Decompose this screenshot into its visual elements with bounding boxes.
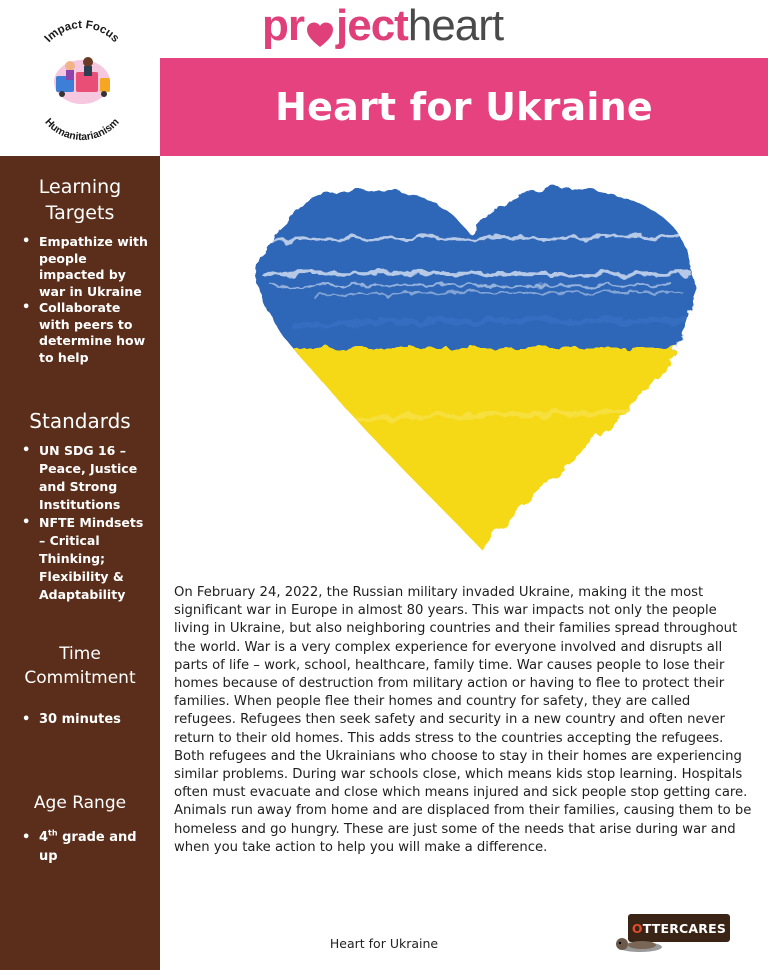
brand-text-pr: pr [262, 1, 304, 50]
time-commitment-list [0, 712, 160, 729]
grade-number: 4 [39, 830, 49, 845]
list-item: • Empathize with people impacted by war in Ukraine [0, 234, 160, 300]
ottercares-rest: TTERCARES [642, 920, 727, 936]
sidebar [0, 156, 160, 970]
footer-title: Heart for Ukraine [329, 936, 439, 951]
list-item [0, 828, 160, 866]
learning-targets-list [0, 234, 160, 366]
badge-bottom-text: Humanitarianism [42, 116, 122, 142]
ottercares-logo [612, 914, 736, 954]
standards-list [0, 442, 160, 604]
brand-text-ject: ject [336, 1, 408, 50]
list-item: • NFTE Mindsets – Critical Thinking; Flexibility & Adaptability [0, 514, 160, 604]
impact-focus-badge [26, 20, 138, 142]
body-paragraph: On February 24, 2022, the Russian military invaded Ukraine, making it the most significant war in Europe in almost 80 years. This war impacts not only the people living in Ukraine, but also neighboring countries and their families spread throughout the world. War is a very complex experience for everyone involved and disrupts all parts of life – work, school, healthcare, family time. War causes people to lose their homes because of destruction from military action or having to flee to protect their families. When people flee their homes and country for safety, they are called refugees. Refugees then seek safety and security in a new country and often never return to their old homes. This adds stress to the countries accepting the refugees. Both refugees and the Ukrainians who choose to stay in their homes are experiencing similar problems. During war schools close, which means kids stop learning. Hospitals often must evacuate and close which means injured and sick people stop getting care. Animals run away from home and are displaced from their families, causing them to be homeless and go hungry. These are just some of the needs that arise during war and when you take action to help you will make a difference. [174, 585, 752, 855]
time-commitment-heading: Time Commitment [24, 644, 136, 688]
list-item: • Collaborate with peers to determine how to help [0, 300, 160, 366]
learning-targets-heading: Learning Targets [38, 176, 122, 224]
page-title: Heart for Ukraine [275, 85, 653, 129]
grade-suffix: th [48, 828, 58, 838]
title-banner [160, 58, 768, 156]
otter-icon [612, 934, 672, 954]
ukraine-heart-image [232, 178, 702, 554]
brand-text-heart: heart [407, 1, 504, 50]
standards-heading: Standards [29, 409, 131, 433]
project-heart-logo [262, 0, 503, 48]
list-item: • 30 minutes [0, 712, 160, 729]
heart-icon [305, 20, 335, 50]
ottercares-o: O [631, 920, 643, 936]
age-range-list [0, 828, 160, 866]
badge-top-text: Impact Focus [42, 20, 122, 45]
grade-rest: grade and up [39, 830, 137, 864]
age-range-heading: Age Range [33, 793, 127, 813]
list-item: • UN SDG 16 – Peace, Justice and Strong Institutions [0, 442, 160, 514]
